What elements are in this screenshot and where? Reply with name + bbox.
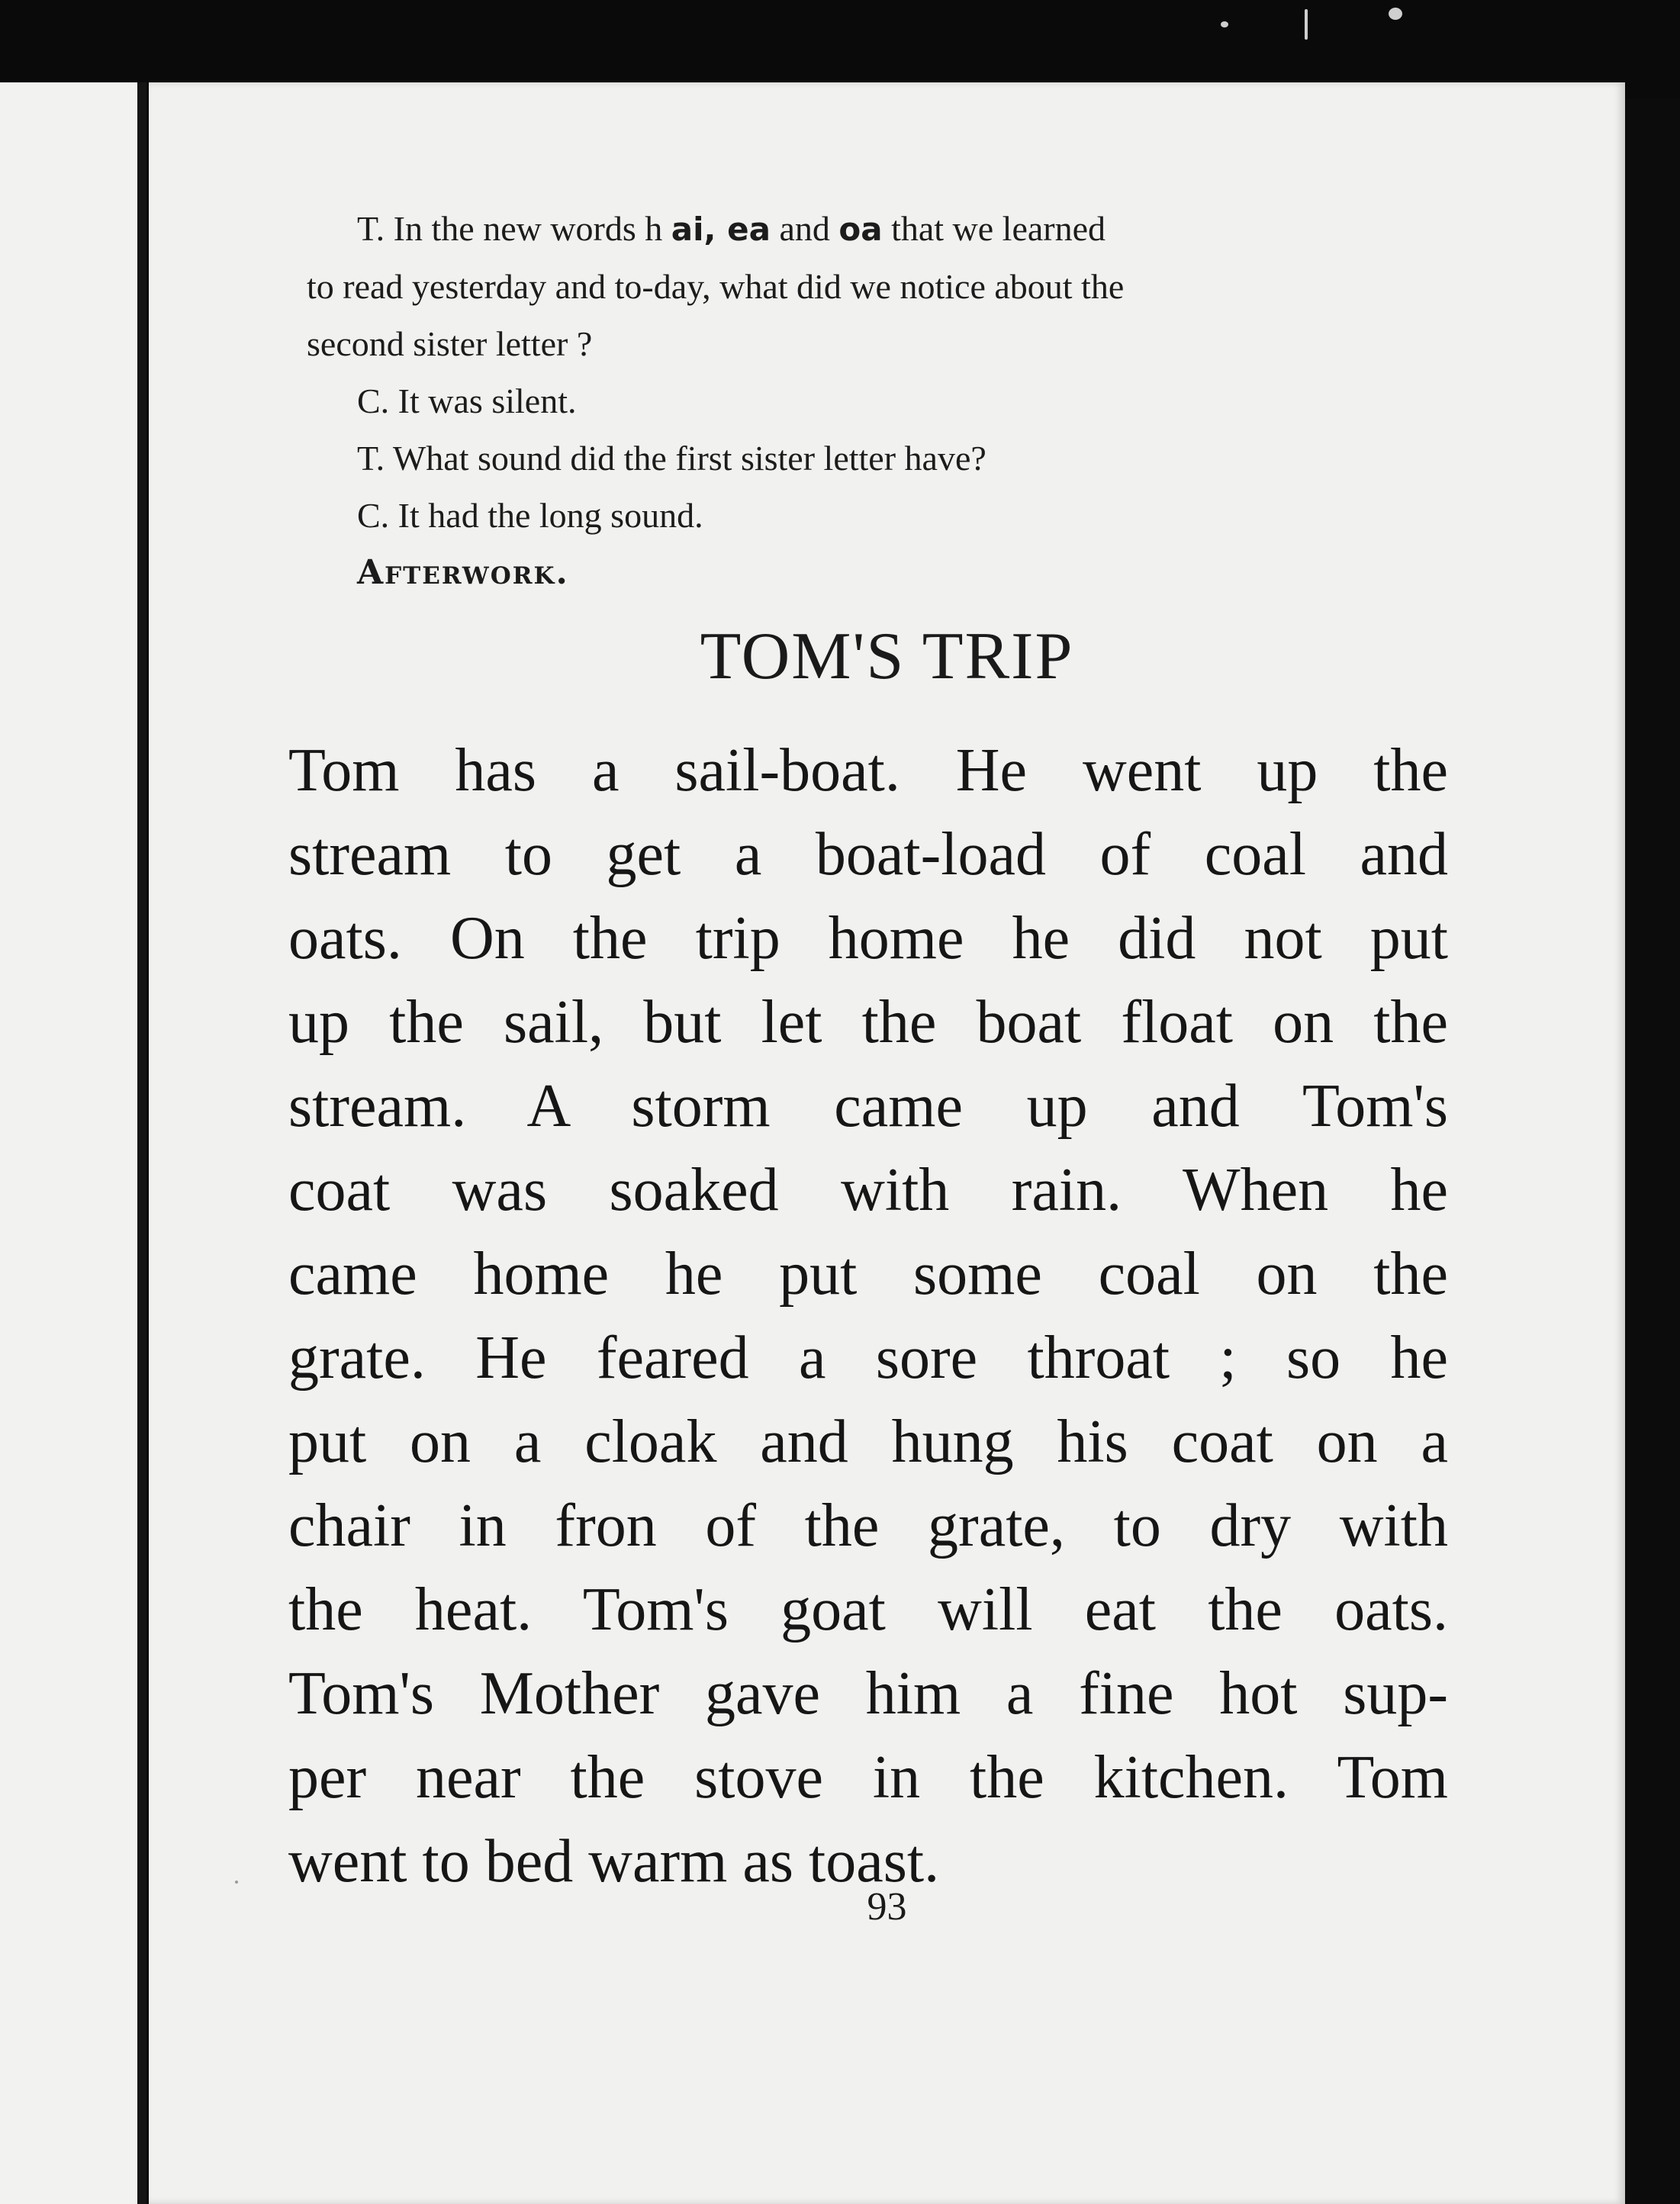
child-answer-1: C. It was silent. [357, 381, 577, 420]
right-dark-edge [1625, 99, 1680, 2204]
lesson-line-3: second sister letter ? [307, 324, 593, 363]
story-line: per near the stove in the kitchen. Tom [288, 1744, 1448, 1811]
story-line: put on a cloak and hung his coat on a [288, 1408, 1448, 1475]
lesson-line-1-start: T. In the new words [357, 209, 645, 248]
letters-ai: ai [671, 211, 704, 248]
story-title: TOM'S TRIP [700, 619, 1074, 693]
lesson-dialogue [307, 200, 1466, 601]
afterwork-heading: Afterwork. [357, 553, 569, 592]
story-line: stream to get a boat-load of coal and [288, 821, 1448, 888]
story-line: up the sail, but let the boat float on the [288, 989, 1448, 1056]
story-line: Tom has a sail-boat. He went up the [288, 737, 1448, 804]
story-text [288, 729, 1448, 1903]
letters-ea: ea [727, 211, 771, 248]
story-line: the heat. Tom's goat will eat the oats. [288, 1576, 1448, 1643]
lesson-line-1-end: that we learned [882, 209, 1106, 248]
story-line: chair in fron of the grate, to dry with [288, 1492, 1448, 1559]
story-line: grate. He feared a sore throat ; so he [288, 1324, 1448, 1392]
story-line: Tom's Mother gave him a fine hot sup- [288, 1660, 1448, 1727]
story-line: came home he put some coal on the [288, 1240, 1448, 1308]
story-line: stream. A storm came up and Tom's [288, 1073, 1448, 1140]
story-line: went to bed warm as toast. [288, 1828, 940, 1895]
teacher-question-2: T. What sound did the first sister letter have? [357, 439, 986, 478]
scan-specks [1221, 6, 1419, 44]
book-gutter [137, 82, 146, 2204]
page-number: 93 [867, 1885, 907, 1929]
story-line: oats. On the trip home he did not put [288, 905, 1448, 972]
facing-page-edge [0, 82, 143, 2204]
letters-separator: , [703, 211, 728, 248]
lesson-line-1-fragment: h [645, 209, 671, 248]
scan-dot [235, 1881, 238, 1884]
letters-oa: oa [838, 211, 883, 248]
story-line: coat was soaked with rain. When he [288, 1157, 1448, 1224]
child-answer-2: C. It had the long sound. [357, 496, 703, 535]
lesson-line-2: to read yesterday and to-day, what did we notice about the [307, 267, 1125, 306]
lesson-and: and [770, 209, 839, 248]
lesson-line-1 [307, 200, 1466, 258]
